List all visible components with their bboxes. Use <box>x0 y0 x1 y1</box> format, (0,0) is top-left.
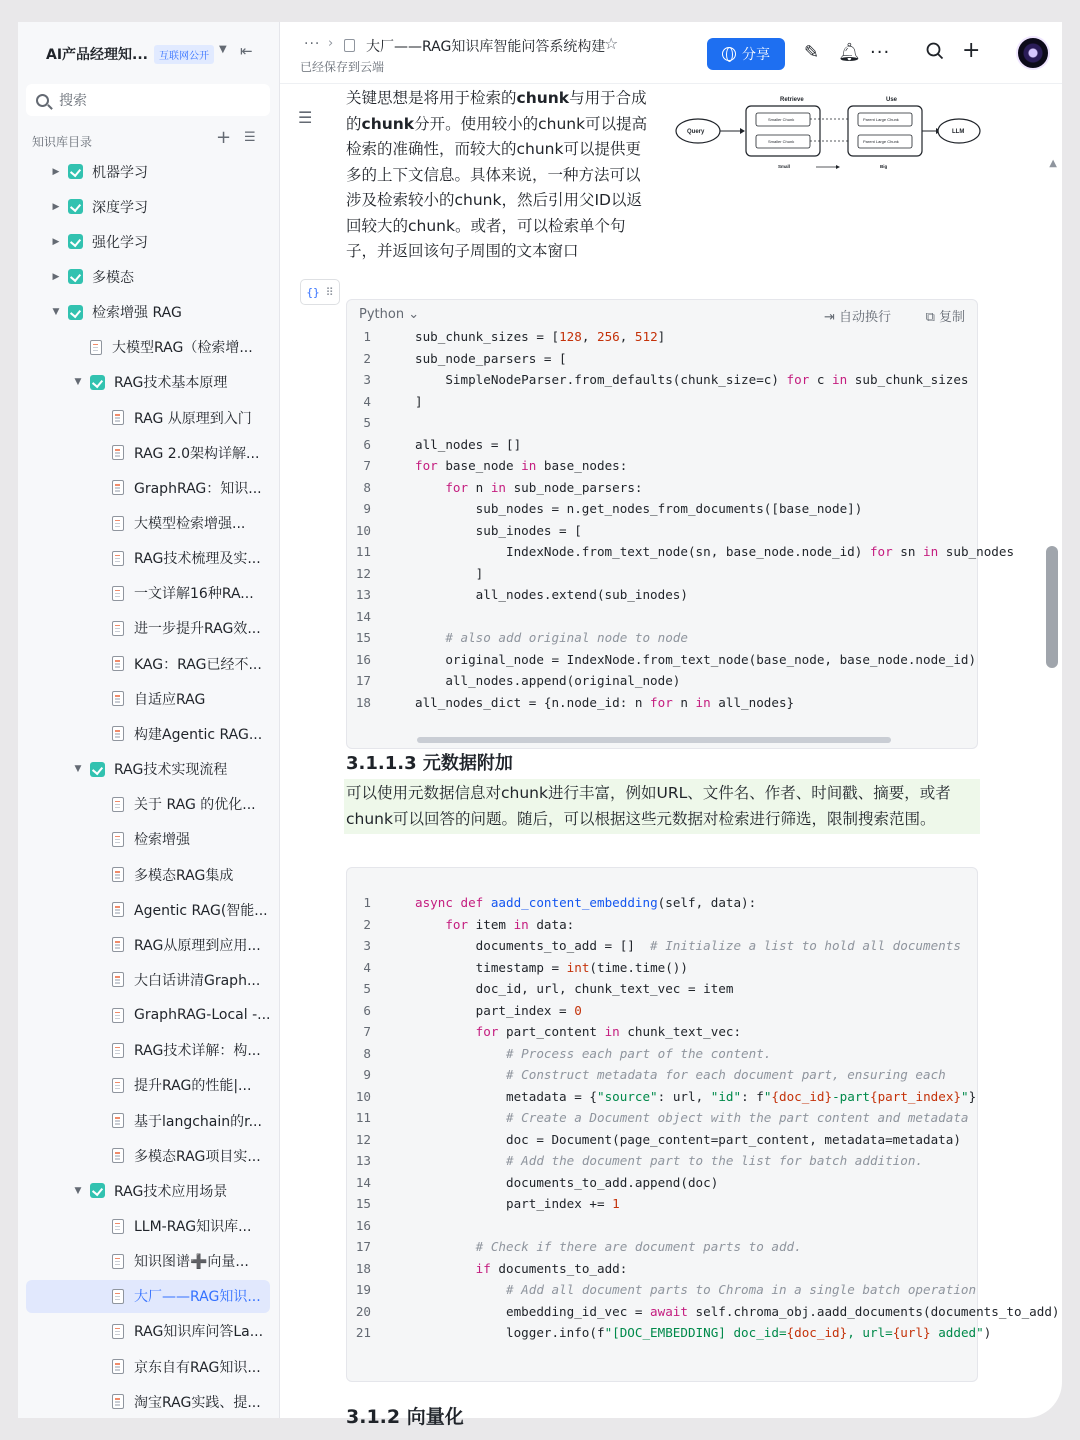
diagram-retrieve-label: Retrieve <box>780 97 804 103</box>
document-icon <box>112 1043 124 1058</box>
document-icon <box>112 1078 124 1093</box>
code-line: 8 # Process each part of the content. <box>363 1045 772 1061</box>
code-line: 10 metadata = {"source": url, "id": f"{doc_id}-part{part_index}"} <box>355 1088 977 1104</box>
app-window <box>18 22 1062 1428</box>
document-icon <box>112 972 124 987</box>
sidebar-item[interactable] <box>26 788 270 821</box>
sidebar-search[interactable] <box>26 84 270 116</box>
code-line: 4 timestamp = int(time.time()) <box>363 959 688 975</box>
document-icon <box>112 516 124 531</box>
code-line: 10 sub_inodes = [ <box>355 522 582 538</box>
auto-wrap-button[interactable]: ⇥ 自动换行 <box>823 310 891 325</box>
copy-button[interactable]: ⧉ 复制 <box>925 310 965 325</box>
sidebar-item[interactable] <box>26 542 270 575</box>
sidebar-item[interactable] <box>26 1280 270 1313</box>
knowledge-folder-icon <box>68 234 83 249</box>
code-line: 17 # Check if there are document parts to add. <box>355 1239 802 1254</box>
sidebar-item-label: Agentic RAG(智能... <box>134 902 268 919</box>
code-line: 3 documents_to_add = [] # Initialize a list to hold all documents <box>363 938 961 953</box>
collapse-sidebar-icon[interactable]: ⇤ <box>240 42 253 60</box>
share-button[interactable] <box>707 38 785 70</box>
code-line: 9 # Construct metadata for each document part, ensuring each <box>363 1067 946 1082</box>
sidebar-item[interactable] <box>26 225 270 258</box>
document-icon <box>112 1324 124 1339</box>
code-line: 15 # also add original node to node <box>355 630 688 645</box>
sidebar-item-label: 检索增强 <box>134 832 190 849</box>
code-line: 18 if documents_to_add: <box>355 1260 628 1276</box>
globe-icon <box>722 47 736 61</box>
add-icon[interactable]: + <box>962 38 981 63</box>
knowledge-folder-icon <box>68 199 83 214</box>
document-icon <box>112 1148 124 1163</box>
sidebar-item[interactable] <box>26 471 270 504</box>
code-line: 5 <box>363 415 371 430</box>
code-line: 6 part_index = 0 <box>363 1002 582 1018</box>
sidebar-item[interactable] <box>26 331 270 364</box>
sidebar-item-label: 大模型检索增强... <box>134 516 246 532</box>
sidebar-item[interactable] <box>26 1315 270 1348</box>
caret-down-icon[interactable]: ▼ <box>74 764 82 775</box>
sidebar-item-label: RAG知识库问答La... <box>134 1324 264 1341</box>
caret-down-icon[interactable]: ▼ <box>74 1185 82 1196</box>
code-line: 1 async def aadd_content_embedding(self, data): <box>363 895 757 910</box>
code-line: 2 for item in data: <box>363 916 575 932</box>
document-icon <box>112 1008 124 1023</box>
breadcrumb-doc-title[interactable]: 大厂——RAG知识库智能问答系统构建 <box>366 39 606 55</box>
document-icon <box>112 480 124 495</box>
document-icon <box>112 586 124 601</box>
code-line: 11 # Create a Document object with the part content and metadata <box>355 1110 969 1125</box>
sidebar-item[interactable] <box>26 1385 270 1418</box>
svg-text:Parent Large Chunk: Parent Large Chunk <box>863 117 899 122</box>
scroll-up-icon[interactable]: ▲ <box>1049 158 1057 169</box>
edit-icon[interactable]: ✎ <box>804 42 820 63</box>
chevron-down-icon[interactable]: ▼ <box>219 44 227 55</box>
braces-icon: {} <box>306 285 320 299</box>
code-line: 7 for base_node in base_nodes: <box>363 458 628 473</box>
code-language-select[interactable]: Python ⌄ <box>359 307 420 322</box>
document-icon <box>112 902 124 917</box>
sidebar-item[interactable] <box>26 823 270 856</box>
code-line: 12 doc = Document(page_content=part_content, metadata=metadata) <box>355 1131 961 1147</box>
code-line: 2 sub_node_parsers = [ <box>363 350 567 366</box>
sidebar-item[interactable] <box>26 999 270 1032</box>
sidebar-item[interactable] <box>26 1069 270 1102</box>
search-placeholder: 搜索 <box>59 93 87 109</box>
sidebar-item-label: 进一步提升RAG效... <box>134 621 261 638</box>
code-block-python <box>346 299 1015 749</box>
knowledge-folder-icon <box>90 375 105 390</box>
sidebar-item[interactable] <box>26 753 270 786</box>
sidebar-item-label: RAG技术应用场景 <box>114 1183 228 1200</box>
vertical-scrollbar[interactable] <box>1046 546 1058 668</box>
diagram-use-label: Use <box>886 97 898 103</box>
caret-down-icon[interactable]: ▼ <box>52 307 60 318</box>
code-line: 5 doc_id, url, chunk_text_vec = item <box>363 981 734 996</box>
sidebar-item-label: RAG 从原理到入门 <box>134 410 252 427</box>
code-line: 14 documents_to_add.append(doc) <box>355 1174 719 1190</box>
code-line: 21 logger.info(f"[DOC_EMBEDDING] doc_id={doc_id}, url={url} added") <box>355 1325 992 1340</box>
knowledge-base-title[interactable]: AI产品经理知... <box>46 47 148 63</box>
code-line: 12 ] <box>355 565 484 581</box>
code-line: 14 <box>355 608 371 624</box>
document-icon <box>112 1219 124 1234</box>
sidebar-item[interactable] <box>26 717 270 750</box>
sidebar-item[interactable] <box>26 155 270 188</box>
sidebar-item-label: 知识图谱➕向量... <box>134 1254 249 1271</box>
document-icon <box>112 1113 124 1128</box>
code-block-async <box>346 867 1060 1382</box>
document-icon <box>112 445 124 460</box>
star-icon[interactable]: ☆ <box>604 34 619 53</box>
sidebar <box>18 22 280 1418</box>
code-line: 18 all_nodes_dict = {n.node_id: n for n in all_nodes} <box>355 694 795 710</box>
document-icon <box>112 1394 124 1409</box>
top-bar <box>280 22 1062 84</box>
sidebar-item-label: 关于 RAG 的优化... <box>134 797 256 814</box>
code-line: 11 IndexNode.from_text_node(sn, base_node.node_id) for sn in sub_nodes <box>355 544 1015 559</box>
small-to-big-diagram <box>672 90 982 180</box>
highlighted-paragraph: 可以使用元数据信息对chunk进行丰富，例如URL、文件名、作者、时间戳、摘要，或者chunk可以回答的问题。随后，可以根据这些元数据对检索进行筛选，限制搜索范围。 <box>344 779 980 834</box>
knowledge-folder-icon <box>68 164 83 179</box>
svg-text:Parent Large Chunk: Parent Large Chunk <box>863 139 899 144</box>
sidebar-item-label: 淘宝RAG实践、提... <box>134 1394 261 1411</box>
share-label: 分享 <box>742 47 770 63</box>
sidebar-item-label: 提升RAG的性能|... <box>134 1078 252 1095</box>
sidebar-item-label: RAG技术基本原理 <box>114 375 228 392</box>
search-icon <box>36 94 49 107</box>
public-badge: 互联网公开 <box>154 45 214 64</box>
sidebar-item-label: 京东自有RAG知识... <box>134 1359 261 1376</box>
document-icon <box>112 410 124 425</box>
code-block-header <box>347 300 977 326</box>
sidebar-item[interactable] <box>26 401 270 434</box>
code-line: 13 # Add the document part to the list for batch addition. <box>355 1153 924 1168</box>
sidebar-item-label: LLM-RAG知识库... <box>134 1219 252 1235</box>
svg-text:Big: Big <box>880 164 888 169</box>
next-section-heading: 3.1.2 向量化 <box>346 1406 464 1428</box>
code-lines <box>347 326 1015 713</box>
sidebar-item-label: 构建Agentic RAG... <box>134 726 263 743</box>
document-icon <box>112 551 124 566</box>
sidebar-item-label: GraphRAG：知识... <box>134 480 262 497</box>
caret-right-icon[interactable]: ▶ <box>52 271 60 282</box>
query-label: Query <box>687 129 705 135</box>
document-icon <box>112 691 124 706</box>
sidebar-item-label: 大模型RAG（检索增... <box>112 340 253 357</box>
caret-right-icon[interactable]: ▶ <box>52 236 60 247</box>
sidebar-item-label: 大厂——RAG知识... <box>134 1289 261 1306</box>
sidebar-item[interactable] <box>26 1174 270 1207</box>
document-icon <box>112 1359 124 1374</box>
drag-handle-icon[interactable]: ⠿ <box>325 285 334 299</box>
document-icon <box>112 726 124 741</box>
sidebar-item-label: 多模态RAG集成 <box>134 867 234 884</box>
sidebar-item[interactable] <box>26 893 270 926</box>
sidebar-item[interactable] <box>26 577 270 610</box>
sidebar-item[interactable] <box>26 507 270 540</box>
svg-text:Small: Small <box>778 164 791 169</box>
sidebar-item[interactable] <box>26 1210 270 1243</box>
add-icon[interactable]: + <box>216 127 232 148</box>
sidebar-item-label: 一文详解16种RA... <box>134 586 254 603</box>
more-icon[interactable]: ··· <box>870 42 891 63</box>
caret-down-icon[interactable]: ▼ <box>74 377 82 388</box>
caret-right-icon[interactable]: ▶ <box>52 166 60 177</box>
sidebar-item[interactable] <box>26 963 270 996</box>
sidebar-item-label: 多模态RAG项目实... <box>134 1148 261 1165</box>
sidebar-item[interactable] <box>26 1104 270 1137</box>
document-content <box>280 84 1062 1428</box>
outline-icon[interactable]: ☰ <box>298 108 313 127</box>
knowledge-folder-icon <box>90 1183 105 1198</box>
breadcrumb-more[interactable]: ··· <box>304 36 321 52</box>
save-status: 已经保存到云端 <box>300 60 385 74</box>
svg-text:Smaller Chunk: Smaller Chunk <box>768 139 795 144</box>
avatar[interactable] <box>1016 36 1050 70</box>
sidebar-item-label: RAG技术梳理及实... <box>134 551 261 568</box>
sidebar-item-label: RAG 2.0架构详解... <box>134 445 260 462</box>
knowledge-folder-icon <box>90 762 105 777</box>
document-icon <box>112 832 124 847</box>
sidebar-item-label: 自适应RAG <box>134 691 206 708</box>
list-view-icon[interactable]: ☰ <box>244 130 256 145</box>
sidebar-item[interactable] <box>26 647 270 680</box>
document-icon <box>112 937 124 952</box>
horizontal-scrollbar[interactable] <box>417 737 891 743</box>
bell-icon[interactable]: 🔔︎ <box>838 42 861 63</box>
sidebar-item-label: RAG从原理到应用... <box>134 937 261 954</box>
section-heading: 3.1.1.3 元数据附加 <box>346 753 513 774</box>
sidebar-item-label: 大白话讲清Graph... <box>134 972 261 989</box>
search-icon[interactable] <box>926 42 944 65</box>
caret-right-icon[interactable]: ▶ <box>52 201 60 212</box>
code-line: 17 all_nodes.append(original_node) <box>355 673 681 688</box>
sidebar-item-label: 深度学习 <box>92 199 148 216</box>
sidebar-item-label: 检索增强 RAG <box>92 305 182 322</box>
sidebar-item-label: 基于langchain的r... <box>134 1113 262 1130</box>
sidebar-item-label: 机器学习 <box>92 164 148 181</box>
sidebar-item-label: RAG技术实现流程 <box>114 762 228 779</box>
code-line: 16 original_node = IndexNode.from_text_node(base_node, base_node.node_id) <box>355 651 977 667</box>
document-icon <box>112 1254 124 1269</box>
sidebar-item[interactable] <box>26 1245 270 1278</box>
sidebar-item[interactable] <box>26 1350 270 1383</box>
directory-label: 知识库目录 <box>32 135 93 149</box>
code-block-handle[interactable] <box>300 279 340 305</box>
document-icon <box>112 867 124 882</box>
document-icon <box>90 340 102 355</box>
code-line: 16 <box>355 1217 371 1233</box>
sidebar-item[interactable] <box>26 612 270 645</box>
code-line: 6 all_nodes = [] <box>363 436 522 452</box>
code-line: 19 # Add all document parts to Chroma in a single batch operation <box>355 1282 977 1297</box>
code-line: 4 ] <box>363 393 423 409</box>
sidebar-item-label: KAG：RAG已经不... <box>134 656 262 673</box>
sidebar-item[interactable] <box>26 190 270 223</box>
sidebar-item[interactable] <box>26 1139 270 1172</box>
sidebar-item[interactable] <box>26 682 270 715</box>
code-line: 3 SimpleNodeParser.from_defaults(chunk_size=c) for c in sub_chunk_sizes <box>363 372 969 387</box>
chevron-right-icon: › <box>328 36 334 51</box>
sidebar-item[interactable] <box>26 1034 270 1067</box>
sidebar-item-label: 多模态 <box>92 269 134 286</box>
llm-label: LLM <box>952 129 965 135</box>
svg-text:Smaller Chunk: Smaller Chunk <box>768 117 795 122</box>
sidebar-item[interactable] <box>26 858 270 891</box>
code-line: 13 all_nodes.extend(sub_inodes) <box>355 587 688 602</box>
sidebar-item[interactable] <box>26 928 270 961</box>
code-line: 1 sub_chunk_sizes = [128, 256, 512] <box>363 329 666 344</box>
knowledge-folder-icon <box>68 305 83 320</box>
document-icon <box>112 656 124 671</box>
paragraph-small-to-big: 关键思想是将用于检索的chunk与用于合成的chunk分开。使用较小的chunk可以提高检索的准确性，而较大的chunk可以提供更多的上下文信息。具体来说，一种方法可以涉及检索较小的chunk，然后引用父ID以返回较大的chunk。或者，可以检索单个句子，并返回该句子周围的文本窗口 <box>346 89 648 260</box>
sidebar-item-label: RAG技术详解：构... <box>134 1043 261 1060</box>
code-line: 15 part_index += 1 <box>355 1196 620 1211</box>
knowledge-folder-icon <box>68 269 83 284</box>
sidebar-item-label: 强化学习 <box>92 234 148 251</box>
code-line: 20 embedding_id_vec = await self.chroma_obj.aadd_documents(documents_to_add) <box>355 1303 1060 1319</box>
code-lines <box>347 892 1060 1344</box>
sidebar-item[interactable] <box>26 260 270 293</box>
code-line: 8 for n in sub_node_parsers: <box>363 479 643 495</box>
document-icon <box>112 621 124 636</box>
code-line: 9 sub_nodes = n.get_nodes_from_documents([base_node]) <box>363 501 863 516</box>
sidebar-item[interactable] <box>26 296 270 329</box>
code-line: 7 for part_content in chunk_text_vec: <box>363 1024 742 1039</box>
sidebar-item-label: GraphRAG-Local -... <box>134 1007 271 1024</box>
document-icon <box>344 39 355 52</box>
sidebar-item[interactable] <box>26 436 270 469</box>
document-icon <box>112 1289 124 1304</box>
sidebar-item[interactable] <box>26 366 270 399</box>
document-icon <box>112 797 124 812</box>
